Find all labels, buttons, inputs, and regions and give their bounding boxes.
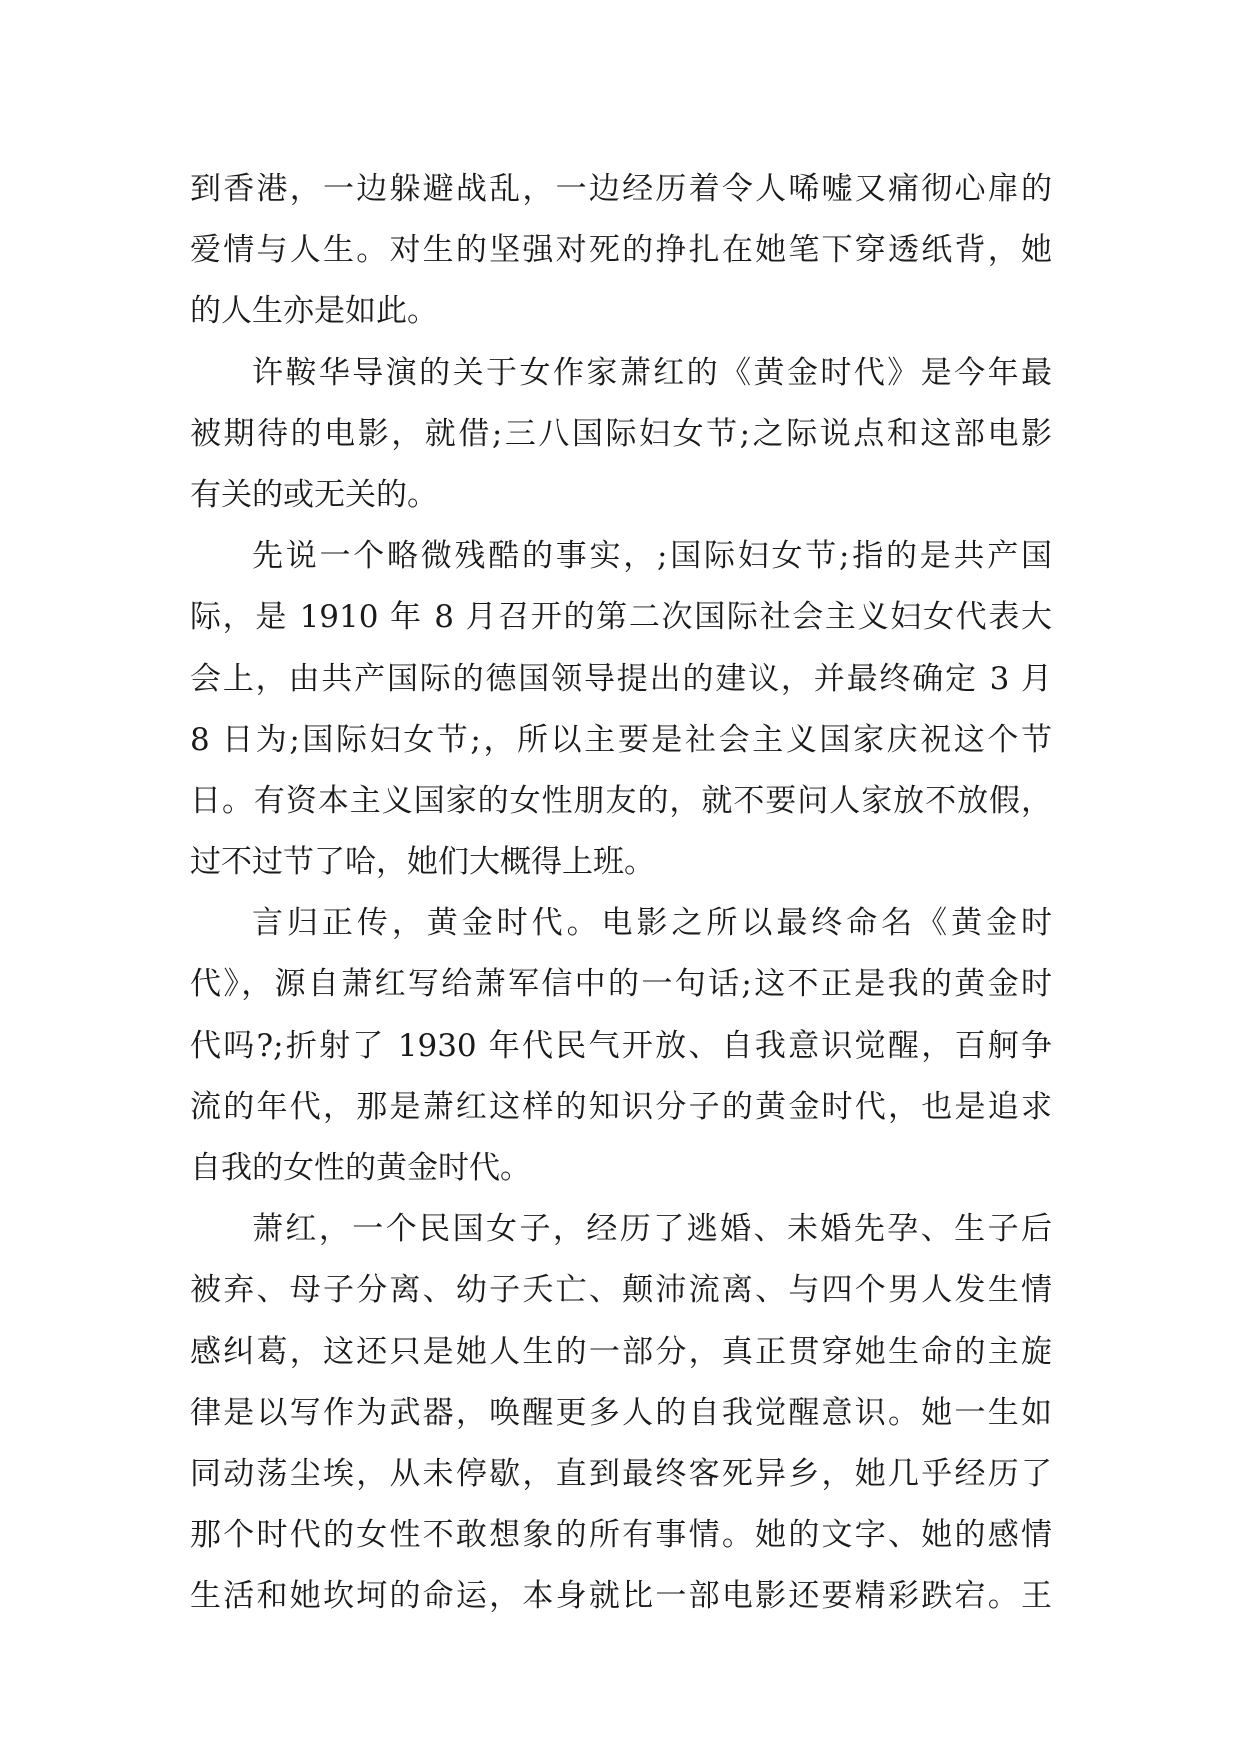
text-line: 爱情与人生。对生的坚强对死的挣扎在她笔下穿透纸背，她 (190, 232, 1052, 269)
paragraph (190, 343, 1052, 527)
text-line: 流的年代，那是萧红这样的知识分子的黄金时代，也是追求 (190, 1088, 1052, 1125)
text-line: 感纠葛，这还只是她人生的一部分，真正贯穿她生命的主旋 (190, 1333, 1052, 1370)
document-body (190, 159, 1052, 1628)
text-line: 被期待的电影，就借;三八国际妇女节;之际说点和这部电影 (190, 415, 1052, 452)
text-line: 日。有资本主义国家的女性朋友的，就不要问人家放不放假， (190, 782, 1052, 819)
text-line: 代吗?;折射了 1930 年代民气开放、自我意识觉醒，百舸争 (190, 1027, 1052, 1064)
text-line: 过不过节了哈，她们大概得上班。 (190, 844, 655, 881)
text-line: 同动荡尘埃，从未停歇，直到最终客死异乡，她几乎经历了 (190, 1455, 1052, 1492)
text-line: 萧红，一个民国女子，经历了逃婚、未婚先孕、生子后 (252, 1211, 1052, 1248)
text-line: 会上，由共产国际的德国领导提出的建议，并最终确定 3 月 (190, 660, 1052, 697)
text-line: 自我的女性的黄金时代。 (190, 1150, 531, 1186)
text-line: 的人生亦是如此。 (190, 293, 438, 330)
text-line: 先说一个略微残酷的事实，;国际妇女节;指的是共产国 (252, 538, 1052, 575)
text-line: 际，是 1910 年 8 月召开的第二次国际社会主义妇女代表大 (190, 599, 1052, 636)
text-line: 有关的或无关的。 (190, 476, 438, 513)
paragraph (190, 159, 1052, 343)
text-line: 许鞍华导演的关于女作家萧红的《黄金时代》是今年最 (252, 354, 1052, 391)
text-line: 到香港，一边躲避战乱，一边经历着令人唏嘘又痛彻心扉的 (190, 171, 1052, 207)
text-line: 生活和她坎坷的命运，本身就比一部电影还要精彩跌宕。王 (190, 1578, 1052, 1615)
paragraph (190, 893, 1052, 1199)
paragraph (190, 526, 1052, 893)
text-line: 律是以写作为武器，唤醒更多人的自我觉醒意识。她一生如 (190, 1394, 1052, 1431)
text-line: 那个时代的女性不敢想象的所有事情。她的文字、她的感情 (190, 1517, 1052, 1554)
text-line: 言归正传，黄金时代。电影之所以最终命名《黄金时 (252, 905, 1052, 942)
text-line: 被弃、母子分离、幼子夭亡、颠沛流离、与四个男人发生情 (190, 1272, 1052, 1309)
paragraph (190, 1199, 1052, 1627)
text-line: 8 日为;国际妇女节;，所以主要是社会主义国家庆祝这个节 (190, 721, 1052, 758)
text-line: 代》，源自萧红写给萧军信中的一句话;这不正是我的黄金时 (190, 966, 1052, 1003)
